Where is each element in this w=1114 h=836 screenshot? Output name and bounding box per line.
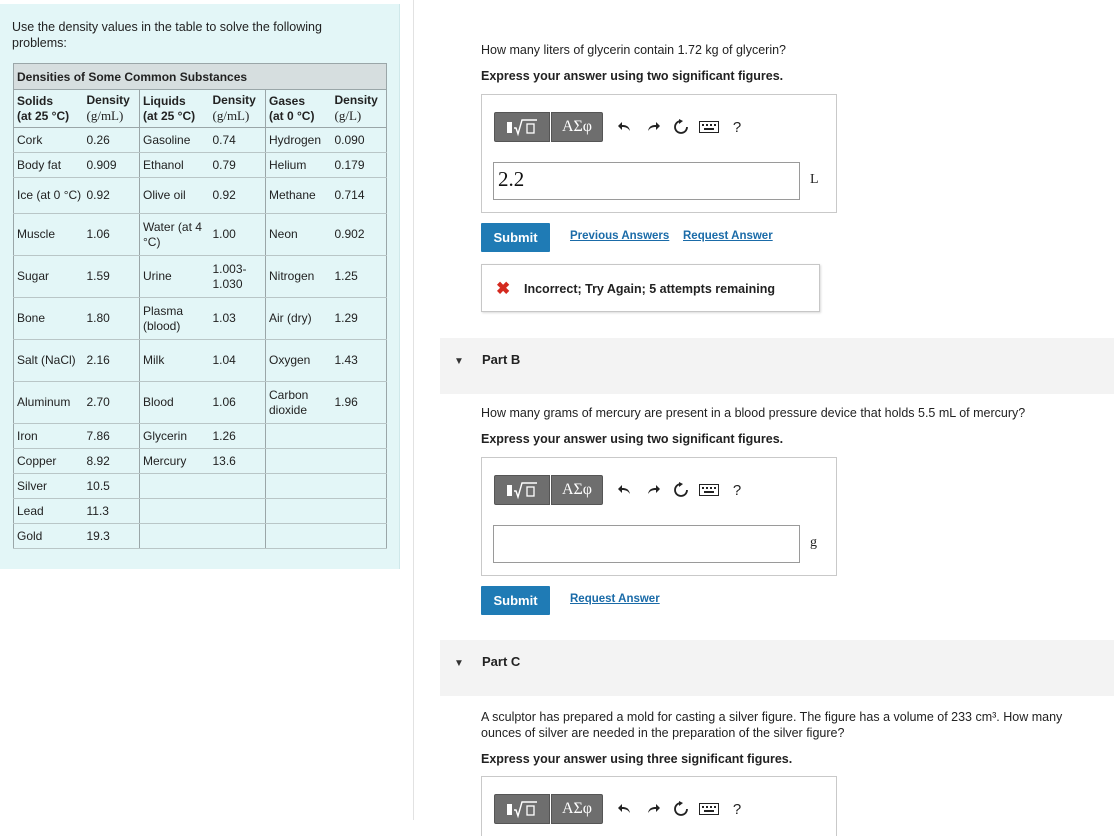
gas-name-cell: Helium (266, 153, 332, 178)
solid-density-cell: 2.70 (84, 382, 140, 424)
gas-name-cell (266, 524, 332, 549)
liquid-density-cell (210, 524, 266, 549)
part-a-feedback (481, 264, 820, 312)
table-header-row (14, 90, 387, 128)
part-c-label: Part C (482, 654, 521, 669)
liquid-name-cell (140, 524, 210, 549)
gas-density-cell: 0.179 (332, 153, 387, 178)
greek-symbols-button[interactable]: ΑΣφ (551, 112, 603, 142)
liquid-density-cell: 13.6 (210, 449, 266, 474)
gas-density-cell: 1.43 (332, 340, 387, 382)
liquid-density-cell (210, 499, 266, 524)
solid-name-cell: Bone (14, 298, 84, 340)
gas-density-cell: 1.29 (332, 298, 387, 340)
liquid-density-cell: 0.74 (210, 128, 266, 153)
part-b-instruction: Express your answer using two significant figures. (481, 432, 784, 446)
redo-icon[interactable] (639, 475, 667, 505)
liquid-name-cell: Ethanol (140, 153, 210, 178)
incorrect-icon: ✖ (496, 279, 511, 298)
undo-icon[interactable] (611, 475, 639, 505)
part-b-toolbar (494, 475, 751, 505)
solid-name-cell: Silver (14, 474, 84, 499)
solid-density-cell: 19.3 (84, 524, 140, 549)
solid-name-cell: Muscle (14, 214, 84, 256)
table-row (14, 298, 387, 340)
solid-name-cell: Body fat (14, 153, 84, 178)
solid-name-cell: Ice (at 0 °C) (14, 178, 84, 214)
part-b-submit-button[interactable]: Submit (481, 586, 550, 615)
gas-density-cell: 1.96 (332, 382, 387, 424)
gas-density-cell (332, 424, 387, 449)
gas-name-cell: Hydrogen (266, 128, 332, 153)
solid-density-cell: 0.909 (84, 153, 140, 178)
table-row (14, 474, 387, 499)
part-a-submit-button[interactable]: Submit (481, 223, 550, 252)
table-caption: Densities of Some Common Substances (14, 64, 387, 90)
part-a-request-answer-link[interactable]: Request Answer (683, 230, 773, 242)
help-icon[interactable]: ? (732, 118, 742, 136)
part-c-header[interactable] (440, 640, 1114, 696)
liquid-density-cell (210, 474, 266, 499)
help-icon[interactable]: ? (732, 481, 742, 499)
table-row (14, 256, 387, 298)
gas-name-cell (266, 499, 332, 524)
liquid-name-cell: Glycerin (140, 424, 210, 449)
part-b-label: Part B (482, 352, 521, 367)
collapse-triangle-icon: ▼ (454, 356, 464, 367)
solid-density-cell: 11.3 (84, 499, 140, 524)
liquid-density-cell: 1.003-1.030 (210, 256, 266, 298)
gas-name-cell (266, 474, 332, 499)
solid-name-cell: Iron (14, 424, 84, 449)
part-a-answer-box (481, 94, 837, 213)
part-c-instruction: Express your answer using three significant figures. (481, 752, 793, 766)
table-row (14, 214, 387, 256)
table-body (14, 128, 387, 549)
liquid-name-cell (140, 499, 210, 524)
part-b-request-answer-link[interactable]: Request Answer (570, 593, 660, 605)
solid-name-cell: Sugar (14, 256, 84, 298)
density-table (13, 63, 387, 549)
table-row (14, 128, 387, 153)
table-row (14, 499, 387, 524)
part-a-unit: L (810, 172, 819, 187)
table-row (14, 524, 387, 549)
liquid-name-cell: Blood (140, 382, 210, 424)
table-row (14, 424, 387, 449)
gas-density-cell (332, 524, 387, 549)
header-density-liquids: Density (g/mL) (210, 90, 266, 128)
liquid-density-cell: 1.06 (210, 382, 266, 424)
gas-density-cell (332, 474, 387, 499)
gas-density-cell (332, 449, 387, 474)
header-gases: Gases (at 0 °C) (266, 90, 332, 128)
reset-icon[interactable] (667, 112, 695, 142)
gas-density-cell: 1.25 (332, 256, 387, 298)
part-b-answer-input[interactable] (493, 525, 800, 563)
greek-symbols-button[interactable]: ΑΣφ (551, 475, 603, 505)
table-row (14, 153, 387, 178)
keyboard-icon[interactable] (695, 112, 723, 142)
gas-density-cell: 0.090 (332, 128, 387, 153)
liquid-name-cell: Plasma (blood) (140, 298, 210, 340)
gas-name-cell: Oxygen (266, 340, 332, 382)
part-a-answer-input[interactable]: 2.2 (493, 162, 800, 200)
gas-name-cell: Nitrogen (266, 256, 332, 298)
table-row (14, 382, 387, 424)
liquid-name-cell: Milk (140, 340, 210, 382)
solid-density-cell: 0.92 (84, 178, 140, 214)
part-a-toolbar (494, 112, 751, 142)
gas-name-cell: Neon (266, 214, 332, 256)
liquid-name-cell: Urine (140, 256, 210, 298)
keyboard-icon[interactable] (695, 475, 723, 505)
part-b-answer-box (481, 457, 837, 576)
part-c-answer-box (481, 776, 837, 836)
liquid-density-cell: 0.79 (210, 153, 266, 178)
solid-name-cell: Salt (NaCl) (14, 340, 84, 382)
gas-density-cell: 0.902 (332, 214, 387, 256)
solid-name-cell: Aluminum (14, 382, 84, 424)
solid-name-cell: Copper (14, 449, 84, 474)
gas-name-cell (266, 424, 332, 449)
table-row (14, 449, 387, 474)
solid-density-cell: 2.16 (84, 340, 140, 382)
density-reference-panel (0, 4, 400, 569)
header-liquids: Liquids (at 25 °C) (140, 90, 210, 128)
solid-density-cell: 1.80 (84, 298, 140, 340)
gas-name-cell: Air (dry) (266, 298, 332, 340)
liquid-density-cell: 1.04 (210, 340, 266, 382)
math-template-icon (505, 799, 539, 819)
liquid-name-cell (140, 474, 210, 499)
part-c-question: A sculptor has prepared a mold for casting a silver figure. The figure has a volume of 233 cm³. How many ounces of silver are needed in the preparation of the silver figure? (481, 710, 1063, 740)
table-row (14, 340, 387, 382)
math-template-icon (505, 117, 539, 137)
undo-icon[interactable] (611, 112, 639, 142)
part-b-header[interactable] (440, 338, 1114, 394)
solid-name-cell: Cork (14, 128, 84, 153)
header-solids: Solids (at 25 °C) (14, 90, 84, 128)
part-a-instruction: Express your answer using two significant figures. (481, 69, 784, 83)
panel-divider (413, 0, 414, 820)
gas-density-cell (332, 499, 387, 524)
gas-name-cell (266, 449, 332, 474)
solid-density-cell: 8.92 (84, 449, 140, 474)
math-template-button[interactable] (494, 475, 550, 505)
intro-text: Use the density values in the table to solve the following problems: (12, 20, 322, 50)
reset-icon[interactable] (667, 475, 695, 505)
feedback-message: Incorrect; Try Again; 5 attempts remaining (524, 282, 775, 296)
liquid-name-cell: Olive oil (140, 178, 210, 214)
liquid-density-cell: 1.00 (210, 214, 266, 256)
solid-name-cell: Lead (14, 499, 84, 524)
solid-density-cell: 10.5 (84, 474, 140, 499)
liquid-name-cell: Mercury (140, 449, 210, 474)
previous-answers-link[interactable]: Previous Answers (570, 230, 670, 242)
part-b-question: How many grams of mercury are present in a blood pressure device that holds 5.5 mL of mercury? (481, 406, 1026, 420)
gas-density-cell: 0.714 (332, 178, 387, 214)
part-b-unit: g (810, 535, 817, 550)
help-icon[interactable]: ? (732, 800, 742, 818)
liquid-name-cell: Water (at 4 °C) (140, 214, 210, 256)
solid-density-cell: 0.26 (84, 128, 140, 153)
part-a-question: How many liters of glycerin contain 1.72 kg of glycerin? (481, 43, 787, 57)
solid-name-cell: Gold (14, 524, 84, 549)
redo-icon[interactable] (639, 112, 667, 142)
greek-symbols-button[interactable]: ΑΣφ (551, 794, 603, 824)
header-density-gases: Density (g/L) (332, 90, 387, 128)
math-template-icon (505, 480, 539, 500)
liquid-density-cell: 1.26 (210, 424, 266, 449)
liquid-density-cell: 1.03 (210, 298, 266, 340)
gas-name-cell: Carbon dioxide (266, 382, 332, 424)
header-density-solids: Density (g/mL) (84, 90, 140, 128)
liquid-density-cell: 0.92 (210, 178, 266, 214)
solid-density-cell: 1.59 (84, 256, 140, 298)
math-template-button[interactable] (494, 112, 550, 142)
table-row (14, 178, 387, 214)
solid-density-cell: 1.06 (84, 214, 140, 256)
gas-name-cell: Methane (266, 178, 332, 214)
solid-density-cell: 7.86 (84, 424, 140, 449)
liquid-name-cell: Gasoline (140, 128, 210, 153)
collapse-triangle-icon: ▼ (454, 658, 464, 669)
